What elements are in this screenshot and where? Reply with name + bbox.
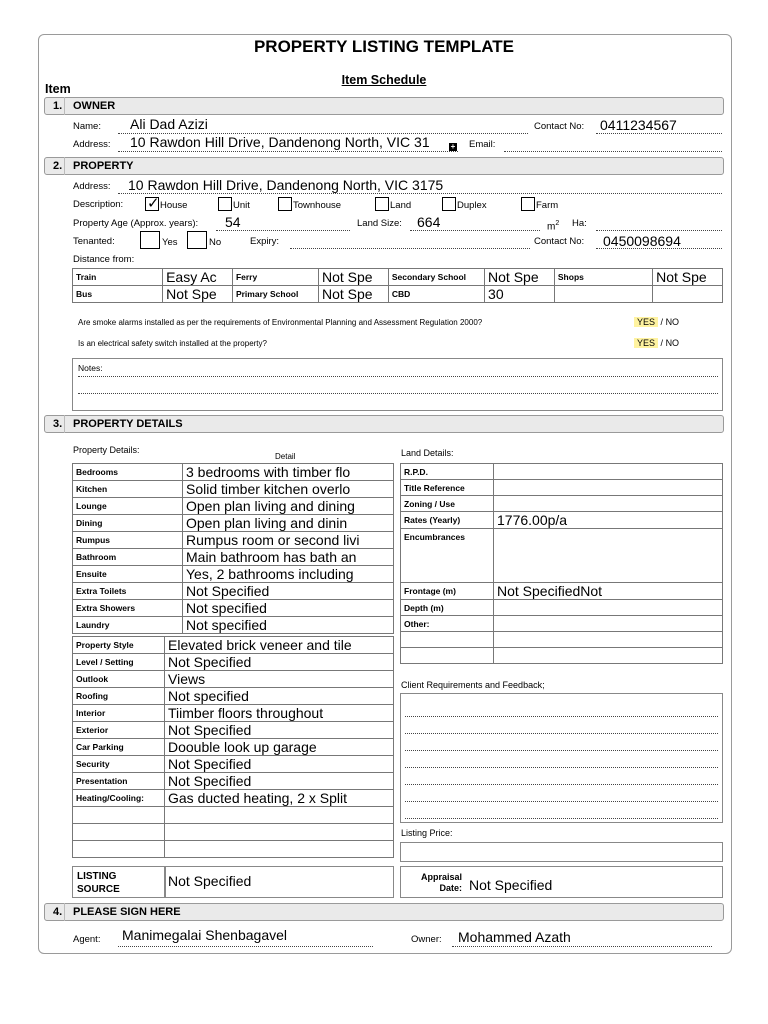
safety-switch-answer[interactable]: YES / NO	[634, 338, 679, 348]
empty-cell[interactable]	[73, 824, 165, 841]
detail-row-label: Car Parking	[73, 739, 165, 756]
section-sign-header: 4. PLEASE SIGN HERE	[44, 903, 724, 921]
client-requirements-box[interactable]	[400, 693, 723, 823]
title-ref-label: Title Reference	[401, 480, 494, 496]
detail-row	[73, 583, 394, 600]
depth-field[interactable]	[494, 600, 723, 616]
type-unit-label: Unit	[233, 200, 250, 211]
detail-row	[73, 756, 394, 773]
detail-row-value[interactable]: Not specified	[183, 617, 394, 634]
dist-empty-cell	[554, 286, 652, 303]
type-townhouse-label: Townhouse	[293, 200, 342, 211]
title-ref-field[interactable]	[494, 480, 723, 496]
depth-label: Depth (m)	[401, 600, 494, 616]
property-style-table	[72, 636, 394, 858]
detail-row-label: Kitchen	[73, 481, 183, 498]
page-subtitle: Item Schedule	[341, 73, 427, 87]
detail-row	[73, 600, 394, 617]
dist-primary-field[interactable]: Not Spe	[319, 286, 389, 303]
owner-contact-label: Contact No:	[534, 121, 585, 132]
dist-secondary-field[interactable]: Not Spe	[485, 269, 555, 286]
detail-row-value[interactable]: Yes, 2 bathrooms including	[183, 566, 394, 583]
encumbrances-label: Encumbrances	[401, 529, 494, 583]
expiry-label: Expiry:	[250, 236, 280, 247]
owner-contact-field[interactable]: 0411234567	[600, 117, 677, 133]
property-contact-label: Contact No:	[534, 236, 585, 247]
detail-row-label: Lounge	[73, 498, 183, 515]
checkbox-farm[interactable]	[521, 197, 535, 211]
land-empty-row[interactable]	[494, 632, 723, 648]
distance-label: Distance from:	[73, 254, 135, 265]
type-duplex-label: Duplex	[457, 200, 487, 211]
detail-row-value[interactable]: Not Specified	[165, 773, 394, 790]
detail-row-label: Laundry	[73, 617, 183, 634]
detail-row-label: Dining	[73, 515, 183, 532]
checkbox-house[interactable]	[145, 197, 159, 211]
detail-row-label: Interior	[73, 705, 165, 722]
distance-table	[72, 268, 723, 303]
detail-row-label: Property Style	[73, 637, 165, 654]
owner-address-label: Address:	[73, 139, 111, 150]
client-requirements-label: Client Requirements and Feedback;	[401, 680, 545, 690]
detail-row	[73, 549, 394, 566]
owner-name-label: Name:	[73, 121, 101, 132]
property-details-table	[72, 463, 394, 634]
checkbox-tenanted-yes[interactable]	[140, 231, 160, 249]
detail-row	[73, 566, 394, 583]
checkbox-land[interactable]	[375, 197, 389, 211]
owner-name-field[interactable]: Ali Dad Azizi	[130, 116, 208, 132]
dist-primary-label: Primary School	[232, 286, 318, 303]
detail-empty-row[interactable]	[73, 824, 394, 841]
empty-cell[interactable]	[165, 841, 394, 858]
smoke-alarm-answer[interactable]: YES / NO	[634, 317, 679, 327]
owner-sign-label: Owner:	[411, 934, 442, 945]
checkbox-duplex[interactable]	[442, 197, 456, 211]
listing-price-label: Listing Price:	[401, 828, 453, 838]
detail-row-value[interactable]: Gas ducted heating, 2 x Split	[165, 790, 394, 807]
dist-shops-label: Shops	[554, 269, 652, 286]
detail-row-value[interactable]: Elevated brick veneer and tile	[165, 637, 394, 654]
m2-unit: $m^2$	[547, 220, 560, 233]
property-address-field[interactable]: 10 Rawdon Hill Drive, Dandenong North, VIC 3175	[128, 177, 444, 193]
description-label: Description:	[73, 199, 124, 210]
tenanted-label: Tenanted:	[73, 236, 115, 247]
detail-row	[73, 464, 394, 481]
checkbox-townhouse[interactable]	[278, 197, 292, 211]
frontage-label: Frontage (m)	[401, 583, 494, 600]
overflow-plus-icon: +	[450, 142, 456, 151]
detail-row-value[interactable]: Not Specified	[183, 583, 394, 600]
land-empty-row[interactable]	[401, 648, 494, 664]
property-age-label: Property Age (Approx. years):	[73, 218, 199, 229]
detail-row	[73, 671, 394, 688]
detail-row-value[interactable]: 3 bedrooms with timber flo	[183, 464, 394, 481]
detail-row-label: Bedrooms	[73, 464, 183, 481]
smoke-alarm-question: Are smoke alarms installed as per the requirements of Environmental Planning and Assessment Regulation 2000?	[78, 318, 483, 327]
dist-secondary-label: Secondary School	[388, 269, 484, 286]
notes-label: Notes:	[78, 363, 103, 373]
rpd-field[interactable]	[494, 464, 723, 480]
detail-row-label: Bathroom	[73, 549, 183, 566]
check-icon: ✓	[147, 195, 160, 212]
page-title: PROPERTY LISTING TEMPLATE	[253, 37, 515, 56]
agent-signature-field[interactable]: Manimegalai Shenbagavel	[122, 927, 287, 943]
detail-row-value[interactable]: Open plan living and dining	[183, 498, 394, 515]
section-details-header: 3. PROPERTY DETAILS	[44, 415, 724, 433]
listing-price-field[interactable]	[400, 842, 723, 862]
empty-cell[interactable]	[73, 807, 165, 824]
detail-row-value[interactable]: Main bathroom has bath an	[183, 549, 394, 566]
property-address-label: Address:	[73, 181, 111, 192]
detail-row	[73, 637, 394, 654]
detail-column-head: Detail	[275, 452, 296, 461]
dist-ferry-label: Ferry	[232, 269, 318, 286]
section-property-header: 2. PROPERTY	[44, 157, 724, 175]
checkbox-tenanted-no[interactable]	[187, 231, 207, 249]
detail-empty-row[interactable]	[73, 807, 394, 824]
listing-source-field[interactable]: Not Specified	[168, 873, 252, 889]
dist-shops-field[interactable]: Not Spe	[653, 269, 723, 286]
detail-row	[73, 498, 394, 515]
dist-empty-cell	[653, 286, 723, 303]
empty-cell[interactable]	[73, 841, 165, 858]
detail-row-value[interactable]: Not Specified	[165, 722, 394, 739]
property-details-label: Property Details:	[73, 445, 140, 455]
detail-row	[73, 705, 394, 722]
detail-row-value[interactable]: Not specified	[165, 688, 394, 705]
detail-row	[73, 722, 394, 739]
other-label: Other:	[401, 616, 494, 632]
owner-email-label: Email:	[469, 139, 496, 150]
dist-cbd-field[interactable]: 30	[485, 286, 555, 303]
appraisal-date-label: Appraisal Date:	[420, 872, 462, 893]
dist-bus-field[interactable]: Not Spe	[163, 286, 233, 303]
land-size-label: Land Size:	[357, 218, 402, 229]
zoning-field[interactable]	[494, 496, 723, 512]
zoning-label: Zoning / Use	[401, 496, 494, 512]
detail-row-label: Ensuite	[73, 566, 183, 583]
detail-row-value[interactable]: Open plan living and dinin	[183, 515, 394, 532]
detail-row	[73, 617, 394, 634]
land-details-table	[400, 463, 723, 664]
notes-box[interactable]	[72, 358, 723, 411]
detail-row-label: Presentation	[73, 773, 165, 790]
detail-row	[73, 654, 394, 671]
detail-row-label: Extra Showers	[73, 600, 183, 617]
encumbrances-field[interactable]	[494, 529, 723, 583]
detail-row	[73, 481, 394, 498]
owner-address-field[interactable]: 10 Rawdon Hill Drive, Dandenong North, VIC 31	[130, 134, 430, 150]
rpd-label: R.P.D.	[401, 464, 494, 480]
detail-row-label: Heating/Cooling:	[73, 790, 165, 807]
land-empty-row[interactable]	[494, 648, 723, 664]
detail-row-value[interactable]: Not Specified	[165, 756, 394, 773]
detail-row-value[interactable]: Tiimber floors throughout	[165, 705, 394, 722]
detail-row	[73, 739, 394, 756]
ha-label: Ha:	[572, 218, 587, 229]
detail-row-label: Exterior	[73, 722, 165, 739]
appraisal-date-field[interactable]: Not Specified	[469, 877, 553, 893]
owner-signature-field[interactable]: Mohammed Azath	[458, 929, 571, 945]
listing-source-label: LISTING SOURCE	[77, 871, 120, 895]
detail-row	[73, 773, 394, 790]
detail-row	[73, 790, 394, 807]
detail-row-value[interactable]: Rumpus room or second livi	[183, 532, 394, 549]
tenanted-yes-label: Yes	[162, 237, 178, 248]
other-field[interactable]	[494, 616, 723, 632]
rates-field[interactable]: 1776.00p/a	[494, 512, 723, 529]
detail-row-label: Extra Toilets	[73, 583, 183, 600]
checkbox-unit[interactable]	[218, 197, 232, 211]
detail-row-label: Level / Setting	[73, 654, 165, 671]
dist-train-field[interactable]: Easy Ac	[163, 269, 233, 286]
property-contact-field[interactable]: 0450098694	[603, 233, 681, 249]
detail-row-label: Security	[73, 756, 165, 773]
dist-train-label: Train	[73, 269, 163, 286]
type-house-label: House	[160, 200, 188, 211]
empty-cell[interactable]	[165, 807, 394, 824]
detail-row-label: Roofing	[73, 688, 165, 705]
detail-row-label: Outlook	[73, 671, 165, 688]
safety-switch-question: Is an electrical safety switch installed at the property?	[78, 339, 267, 348]
land-size-field[interactable]: 664	[417, 214, 441, 230]
detail-row-value[interactable]: Not Specified	[165, 654, 394, 671]
land-empty-row[interactable]	[401, 632, 494, 648]
detail-row-value[interactable]: Solid timber kitchen overlo	[183, 481, 394, 498]
detail-row	[73, 688, 394, 705]
type-farm-label: Farm	[536, 200, 559, 211]
type-land-label: Land	[390, 200, 412, 211]
land-details-label: Land Details:	[401, 448, 454, 458]
section-owner-header: 1. OWNER	[44, 97, 724, 115]
detail-row-label: Rumpus	[73, 532, 183, 549]
dist-cbd-label: CBD	[388, 286, 484, 303]
item-label: Item	[45, 82, 71, 96]
rates-label: Rates (Yearly)	[401, 512, 494, 529]
agent-label: Agent:	[73, 934, 101, 945]
tenanted-no-label: No	[209, 237, 222, 248]
detail-row-value[interactable]: Not specified	[183, 600, 394, 617]
empty-cell[interactable]	[165, 824, 394, 841]
detail-empty-row[interactable]	[73, 841, 394, 858]
property-age-field[interactable]: 54	[225, 214, 241, 230]
detail-row-value[interactable]: Views	[165, 671, 394, 688]
detail-row-value[interactable]: Doouble look up garage	[165, 739, 394, 756]
frontage-field[interactable]: Not SpecifiedNot	[494, 583, 723, 600]
detail-row	[73, 532, 394, 549]
dist-bus-label: Bus	[73, 286, 163, 303]
detail-row	[73, 515, 394, 532]
dist-ferry-field[interactable]: Not Spe	[319, 269, 389, 286]
